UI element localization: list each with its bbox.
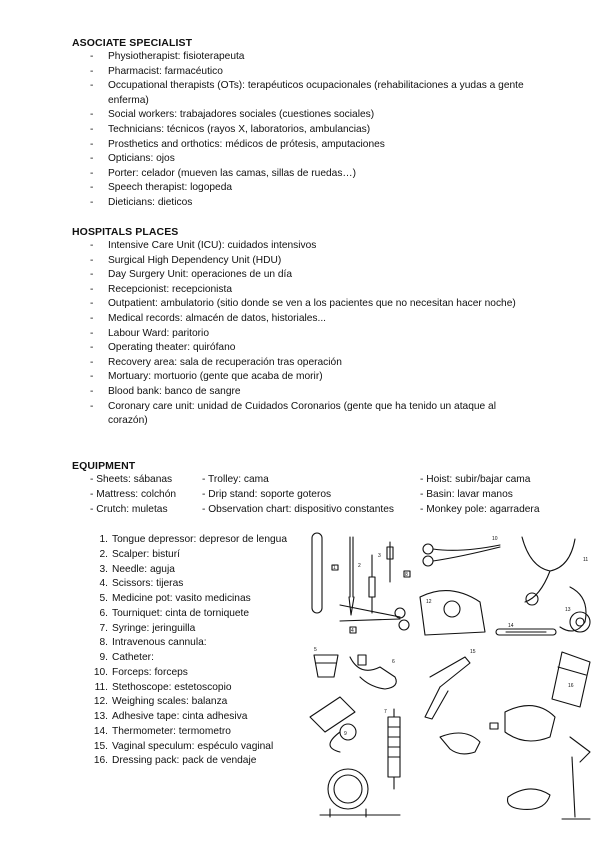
svg-text:15: 15 [470, 649, 476, 655]
list-item: - Technicians: técnicos (rayos X, laboratorios, ambulancias) [90, 123, 530, 138]
list-item: - Outpatient: ambulatorio (sitio donde se ven a los pacientes que no necesitan hacer noche) [90, 297, 530, 312]
list-item: - Labour Ward: paritorio [90, 327, 530, 342]
scalpel-icon [349, 537, 361, 615]
dressing-pack-icon [552, 652, 590, 707]
list-item: - Operating theater: quirófano [90, 341, 530, 356]
list-item: - Speech therapist: logopeda [90, 181, 530, 196]
equipment-cell: - Crutch: muletas [90, 504, 168, 515]
list-item: - Pharmacist: farmacéutico [90, 65, 530, 80]
equipment-numbered-list [90, 533, 310, 769]
syringe-icon [384, 709, 400, 789]
list-item: 3. Needle: aguja [99, 563, 175, 575]
list-item: - Mortuary: mortuorio (gente que acaba de morir) [90, 370, 530, 385]
svg-text:5: 5 [314, 647, 317, 653]
stethoscope-icon [522, 537, 588, 631]
list-item: - Prosthetics and orthotics: médicos de prótesis, amputaciones [90, 138, 530, 153]
svg-text:8: 8 [405, 572, 408, 578]
svg-text:6: 6 [392, 659, 395, 665]
hospital-heading: HOSPITALS PLACES [72, 226, 179, 238]
svg-text:1: 1 [333, 565, 336, 571]
kidney-dish-icon [508, 789, 551, 809]
lamp-icon [562, 737, 590, 819]
glove-icon [440, 733, 480, 754]
associate-list [90, 50, 530, 211]
equipment-heading: EQUIPMENT [72, 460, 136, 472]
equipment-cell: - Sheets: sábanas [90, 474, 173, 485]
list-item: - Recovery area: sala de recuperación tras operación [90, 356, 530, 371]
svg-text:11: 11 [583, 557, 589, 563]
hospital-list [90, 239, 530, 429]
list-item: 7. Syringe: jeringuilla [99, 622, 196, 634]
svg-text:3: 3 [378, 553, 381, 559]
list-item: 9. Catheter: [99, 652, 154, 663]
list-item: - Opticians: ojos [90, 152, 530, 167]
bandage-roll-icon [490, 706, 555, 741]
svg-text:16: 16 [568, 683, 574, 689]
svg-text:10: 10 [492, 536, 498, 542]
list-item: - Medical records: almacén de datos, historiales... [90, 312, 530, 327]
list-item: - Occupational therapists (OTs): terapéuticos ocupacionales (rehabilitaciones a yudas a gente enferma) [90, 79, 530, 108]
forceps-icon [423, 536, 500, 566]
needle-icon [369, 553, 381, 613]
equipment-row [90, 474, 570, 489]
svg-text:4: 4 [351, 628, 354, 634]
equipment-cell: - Drip stand: soporte goteros [202, 489, 332, 500]
list-item: 10. Forceps: forceps [93, 666, 188, 678]
equipment-illustration [300, 527, 600, 827]
equipment-row [90, 504, 570, 519]
list-item: 14. Thermometer: termometro [93, 725, 231, 737]
equipment-row [90, 489, 570, 504]
equipment-cell: - Trolley: cama [202, 474, 269, 485]
equipment-cell: - Mattress: colchón [90, 489, 177, 500]
list-item: - Physiotherapist: fisioterapeuta [90, 50, 530, 65]
cannula-icon [387, 542, 410, 582]
equipment-cell: - Observation chart: dispositivo constantes [202, 504, 394, 515]
list-item: 5. Medicine pot: vasito medicinas [99, 593, 251, 604]
medicine-pot-icon [314, 647, 338, 677]
associate-heading: ASOCIATE SPECIALIST [72, 37, 193, 49]
list-item: 4. Scissors: tijeras [99, 578, 184, 590]
weighing-scales-icon [420, 591, 485, 635]
svg-text:9: 9 [344, 731, 347, 737]
list-item: - Dieticians: dieticos [90, 196, 530, 211]
list-item: 16. Dressing pack: pack de vendaje [93, 755, 257, 767]
list-item: 15. Vaginal speculum: espéculo vaginal [93, 740, 274, 752]
svg-text:2: 2 [358, 563, 361, 569]
tourniquet-icon [350, 655, 396, 689]
svg-text:7: 7 [384, 709, 387, 715]
equipment-cell: - Monkey pole: agarradera [420, 504, 540, 515]
list-item: - Coronary care unit: unidad de Cuidados Coronarios (gente que ha tenido un ataque al corazón) [90, 400, 530, 429]
list-item: 12. Weighing scales: balanza [93, 696, 228, 708]
thermometer-icon [496, 623, 556, 635]
list-item: 1. Tongue depressor: depresor de lengua [99, 534, 288, 545]
equipment-cell: - Hoist: subir/bajar cama [420, 474, 531, 485]
list-item: - Recepcionist: recepcionista [90, 283, 530, 298]
tongue-depressor-icon [312, 533, 338, 613]
list-item: 8. Intravenous cannula: [99, 637, 207, 649]
list-item: - Social workers: trabajadores sociales (cuestiones sociales) [90, 108, 530, 123]
list-item: - Surgical High Dependency Unit (HDU) [90, 254, 530, 269]
speculum-icon [425, 649, 476, 719]
svg-text:12: 12 [426, 599, 432, 605]
list-item: - Intensive Care Unit (ICU): cuidados intensivos [90, 239, 530, 254]
catheter-icon [310, 697, 356, 752]
list-item: 6. Tourniquet: cinta de torniquete [99, 607, 250, 619]
list-item: - Day Surgery Unit: operaciones de un día [90, 268, 530, 283]
list-item: - Porter: celador (mueven las camas, sillas de ruedas…) [90, 167, 530, 182]
equipment-cell: - Basin: lavar manos [420, 489, 513, 500]
list-item: - Blood bank: banco de sangre [90, 385, 530, 400]
list-item: 2. Scalper: bisturí [99, 548, 180, 560]
list-item: 11. Stethoscope: estetoscopio [94, 681, 232, 693]
svg-text:14: 14 [508, 623, 514, 629]
list-item: 13. Adhesive tape: cinta adhesiva [93, 711, 248, 722]
svg-text:13: 13 [565, 607, 571, 613]
